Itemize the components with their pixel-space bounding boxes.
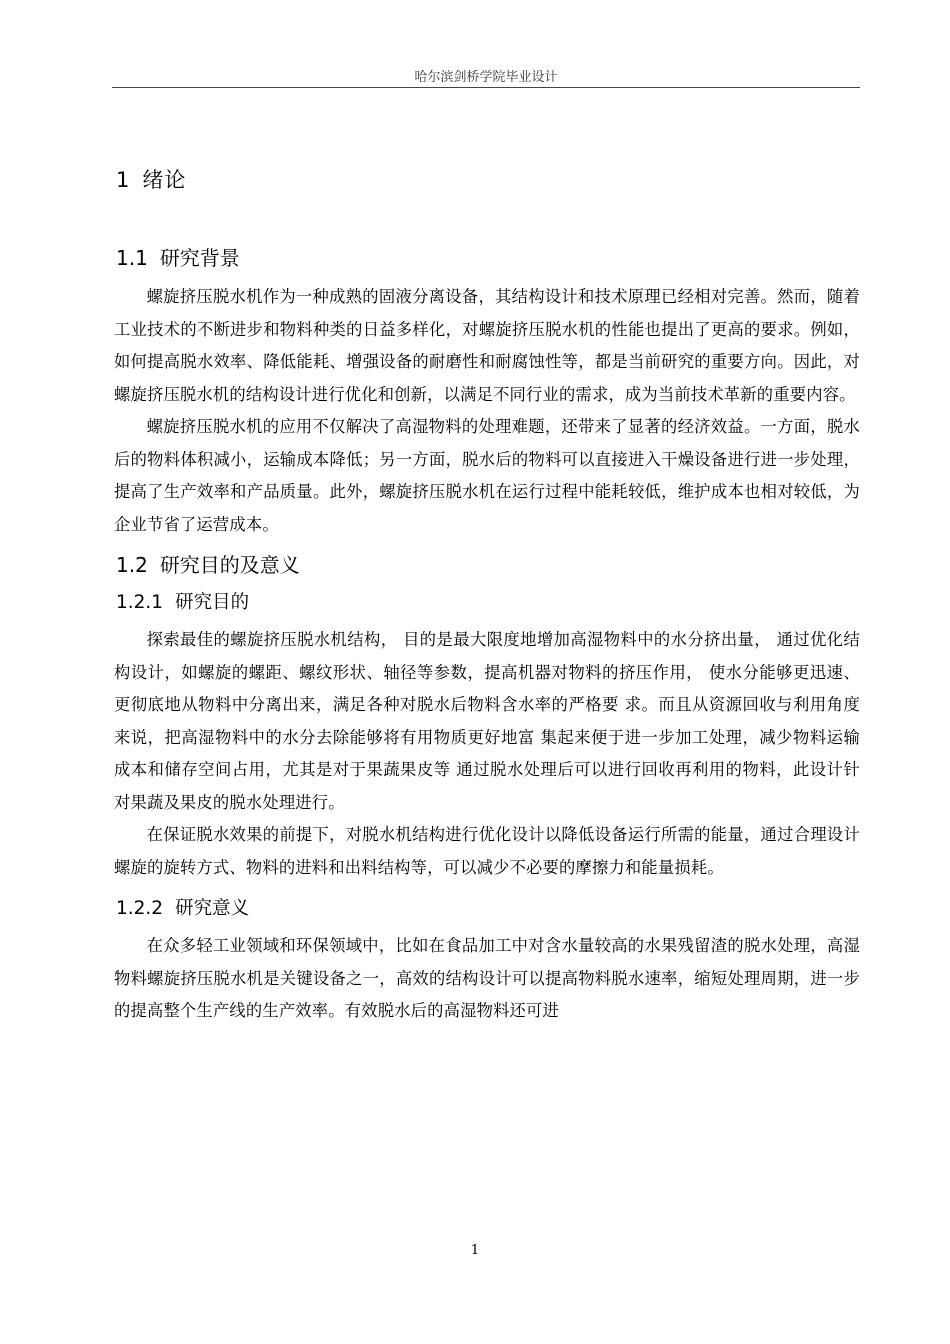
subsection-title: 研究意义 bbox=[175, 898, 250, 919]
subsection-heading-1-2-1 bbox=[116, 588, 860, 614]
page-number: 1 bbox=[470, 1243, 480, 1258]
subsection-number: 1.2.2 bbox=[116, 898, 164, 919]
chapter-number: 1 bbox=[116, 168, 131, 192]
subsection-number: 1.2.1 bbox=[116, 592, 164, 613]
section-title: 研究背景 bbox=[159, 246, 240, 270]
section-title: 研究目的及意义 bbox=[159, 553, 300, 577]
chapter-heading bbox=[116, 164, 860, 194]
header-rule bbox=[112, 87, 860, 88]
paragraph: 探索最佳的螺旋挤压脱水机结构， 目的是最大限度地增加高湿物料中的水分挤出量， 通过优化结构设计，如螺旋的螺距、螺纹形状、轴径等参数，提高机器对物料的挤压作用， 使水分能够更迅速、更彻底地从物料中分离出来，满足各种对脱水后物料含水率的严格要 求。而且从资源回收与利用角度来说，把高湿物料中的水分去除能够将有用物质更好地富 集起来便于进一步加工处理，减少物料运输成本和储存空间占用，尤其是对于果蔬果皮等 通过脱水处理后可以进行回收再利用的物料，此设计针对果蔬及果皮的脱水处理进行。 bbox=[114, 630, 860, 812]
section-heading-1-2 bbox=[116, 549, 860, 578]
page-content bbox=[114, 160, 860, 1028]
section-number: 1.1 bbox=[116, 246, 148, 270]
subsection-title: 研究目的 bbox=[175, 592, 250, 613]
section-heading-1-1 bbox=[116, 242, 860, 271]
paragraph: 螺旋挤压脱水机的应用不仅解决了高湿物料的处理难题，还带来了显著的经济效益。一方面，脱水后的物料体积减小，运输成本降低；另一方面，脱水后的物料可以直接进入干燥设备进行进一步处理，提高了生产效率和产品质量。此外，螺旋挤压脱水机在运行过程中能耗较低，维护成本也相对较低，为企业节省了运营成本。 bbox=[114, 417, 860, 534]
paragraph: 在保证脱水效果的前提下，对脱水机结构进行优化设计以降低设备运行所需的能量，通过合理设计螺旋的旋转方式、物料的进料和出料结构等，可以减少不必要的摩擦力和能量损耗。 bbox=[114, 825, 860, 877]
section-number: 1.2 bbox=[116, 553, 148, 577]
chapter-title: 绪论 bbox=[142, 168, 187, 192]
subsection-heading-1-2-2 bbox=[116, 894, 860, 920]
page-header: 哈尔滨剑桥学院毕业设计 bbox=[414, 70, 558, 85]
paragraph: 螺旋挤压脱水机作为一种成熟的固液分离设备，其结构设计和技术原理已经相对完善。然而，随着工业技术的不断进步和物料种类的日益多样化，对螺旋挤压脱水机的性能也提出了更高的要求。例如，如何提高脱水效率、降低能耗、增强设备的耐磨性和耐腐蚀性等，都是当前研究的重要方向。因此，对螺旋挤压脱水机的结构设计进行优化和创新，以满足不同行业的需求，成为当前技术革新的重要内容。 bbox=[114, 287, 860, 404]
paragraph: 在众多轻工业领域和环保领域中，比如在食品加工中对含水量较高的水果残留渣的脱水处理，高湿物料螺旋挤压脱水机是关键设备之一，高效的结构设计可以提高物料脱水速率，缩短处理周期，进一步的提高整个生产线的生产效率。有效脱水后的高湿物料还可进 bbox=[114, 936, 860, 1020]
